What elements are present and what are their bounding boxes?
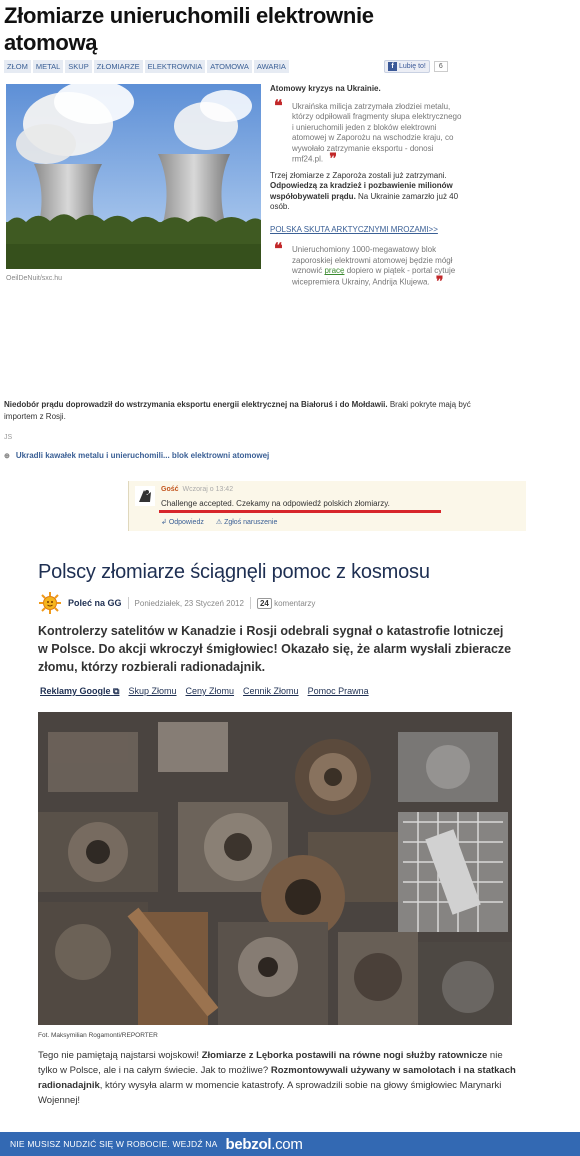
sidebar-text-bold: Odpowiedzą za kradzież i pozbawienie milionów współobywateli prądu. xyxy=(270,181,453,201)
reply-icon: ↲ xyxy=(161,519,169,526)
article-1-body xyxy=(4,399,474,423)
logo-name: bebzol xyxy=(225,1135,272,1153)
tag-list xyxy=(4,60,289,73)
comment-header xyxy=(161,486,233,493)
body-bold: Rozmontowywali używany w samolotach i na statkach radionadajnik xyxy=(38,1065,516,1091)
gg-sun-icon[interactable] xyxy=(38,591,62,615)
facebook-like-count: 6 xyxy=(434,61,448,72)
ad-link[interactable]: Skup Złomu xyxy=(128,686,177,696)
ads-label[interactable] xyxy=(40,686,119,697)
comment-author[interactable]: Gość xyxy=(161,486,179,493)
facebook-icon: f xyxy=(388,62,397,71)
body-bold: Złomiarze z Lęborka postawili na równe nogi służby ratownicze xyxy=(201,1050,488,1061)
quote-close-icon: ❞ xyxy=(329,151,337,167)
related-article-title[interactable]: Ukradli kawałek metalu i unieruchomili... blok elektrowni atomowej xyxy=(15,451,270,460)
tag-item[interactable]: ATOMOWA xyxy=(207,60,252,73)
article-sidebar xyxy=(270,84,465,294)
article-1 xyxy=(0,0,580,470)
tag-item[interactable]: SKUP xyxy=(65,60,91,73)
facebook-like-label: Lubię to! xyxy=(399,63,426,70)
article-2-meta xyxy=(38,591,315,615)
footer-text: NIE MUSISZ NUDZIĆ SIĘ W ROBOCIE. WEJDŹ NA xyxy=(10,1139,218,1149)
photo-credit: OeilDeNuit/sxc.hu xyxy=(6,275,63,282)
comments-link[interactable] xyxy=(257,599,316,608)
sidebar-text: Na Ukrainie zamarzło już 40 osób. xyxy=(270,191,459,212)
reply-label: Odpowiedz xyxy=(168,519,204,526)
quote-box xyxy=(270,95,465,167)
article-date: Poniedziałek, 23 Styczeń 2012 xyxy=(134,598,244,608)
reply-button[interactable] xyxy=(161,518,204,526)
facebook-like-button[interactable] xyxy=(384,60,430,73)
quote-text: dopiero w piątek - portal cytuje wicepremiera Ukrainy, Andrija Klujewa. xyxy=(292,266,456,287)
meta-separator xyxy=(128,597,129,609)
sidebar-paragraph xyxy=(270,171,465,213)
google-ads-bar xyxy=(40,686,369,697)
tag-item[interactable]: AWARIA xyxy=(254,60,289,73)
quote-text: Ukraińska milicja zatrzymała złodziei metalu, którzy odpiłowali fragmenty słupa elektrycznego i unieruchomili jeden z bloków elektrowni atomowej w Zaporożu na wschodzie kraju, co wywołało zatrzymanie eksportu - donosi rmf24.pl. xyxy=(292,101,462,164)
quote-text: Unieruchomiony 1000-megawatowy blok zaporoskiej elektrowni atomowej będzie mógł wznowić xyxy=(292,245,453,276)
comments-label: komentarzy xyxy=(274,598,316,608)
ad-link[interactable]: Cennik Złomu xyxy=(243,686,299,696)
site-footer-banner[interactable] xyxy=(0,1132,580,1156)
tag-item[interactable]: ELEKTROWNIA xyxy=(145,60,206,73)
facebook-like-widget xyxy=(384,60,448,73)
bullet-icon: ⊕ xyxy=(4,452,10,460)
photo-credit: Fot. Maksymilian Rogamonti/REPORTER xyxy=(38,1032,158,1039)
highlight-underline xyxy=(159,510,441,513)
comment-date: Wczoraj o 13:42 xyxy=(182,486,234,493)
quote-open-icon: ❝ xyxy=(274,95,283,115)
ads-label-text: Reklamy Google xyxy=(40,686,111,696)
article-1-title: Złomiarze unieruchomili elektrownie atomową xyxy=(4,3,374,55)
comment-box xyxy=(128,481,526,531)
tag-item[interactable]: ZŁOM xyxy=(4,60,31,73)
cooling-towers-photo xyxy=(6,84,261,269)
quote-box xyxy=(270,239,465,290)
report-label: Zgłoś naruszenie xyxy=(224,519,278,526)
article-2-title: Polscy złomiarze ściągnęli pomoc z kosmosu xyxy=(38,561,430,583)
author-initials: JS xyxy=(4,434,13,441)
comment-text: Challenge accepted. Czekamy na odpowiedź polskich złomiarzy. xyxy=(161,499,390,508)
report-button[interactable] xyxy=(216,518,278,526)
tag-item[interactable]: METAL xyxy=(33,60,63,73)
recommend-gg-button[interactable]: Poleć na GG xyxy=(68,598,122,608)
logo-suffix: .com xyxy=(271,1135,303,1153)
tag-item[interactable]: ZŁOMIARZE xyxy=(94,60,143,73)
ad-link[interactable]: Pomoc Prawna xyxy=(307,686,369,696)
ad-link[interactable]: Ceny Złomu xyxy=(185,686,235,696)
quote-close-icon: ❞ xyxy=(435,273,444,290)
warning-icon: ⚠ xyxy=(215,519,225,526)
comment-actions xyxy=(161,518,277,526)
sidebar-text: Trzej złomiarze z Zaporoża zostali już zatrzymani. xyxy=(270,170,447,180)
sidebar-heading: Atomowy kryzys na Ukrainie. xyxy=(270,84,381,93)
related-article[interactable] xyxy=(4,451,269,460)
quote-open-icon: ❝ xyxy=(274,239,283,259)
body-text: Tego nie pamiętają najstarsi wojskowi! xyxy=(38,1050,202,1061)
related-article-link[interactable]: POLSKA SKUTA ARKTYCZNYMI MROZAMI>> xyxy=(270,224,438,234)
bebzol-logo[interactable] xyxy=(226,1136,303,1153)
guest-avatar-icon xyxy=(135,486,155,506)
article-2-lead: Kontrolerzy satelitów w Kanadzie i Rosji odebrali sygnał o katastrofie lotniczej w Polsce. Do akcji wkroczył śmigłowiec! Okazało się, że alarm wysłali zbieracze złomu, którzy rozbierali radionadajnik. xyxy=(38,624,512,674)
body-text: Braki pokryte mają być importem z Rosji. xyxy=(4,400,471,421)
external-link-icon: ⧉ xyxy=(113,686,120,696)
body-text: nie tylko w Polsce, ale i na całym świecie. Jak to możliwe? xyxy=(38,1050,503,1076)
comments-count: 24 xyxy=(257,598,272,609)
body-bold: Niedobór prądu doprowadził do wstrzymania eksportu energii elektrycznej na Białoruś i do Mołdawii. xyxy=(4,400,388,409)
article-2-body xyxy=(38,1048,516,1108)
meta-separator xyxy=(250,597,251,609)
scrap-metal-photo xyxy=(38,712,512,1025)
body-text: , który wysyła alarm w momencie katastrofy. A sprowadzili sobie na głowy śmigłowiec Marynarki Wojennej! xyxy=(38,1080,502,1106)
keyword-link[interactable]: pracę xyxy=(324,266,345,276)
